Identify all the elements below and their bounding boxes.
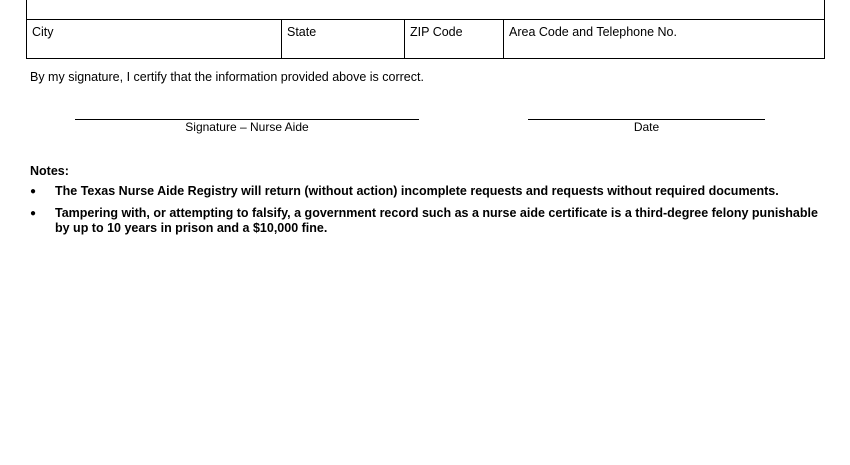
certification-statement: By my signature, I certify that the information provided above is correct. <box>30 70 424 84</box>
note-item <box>30 206 830 236</box>
city-label: City <box>32 25 54 39</box>
nurse-aide-signature-label: Signature – Nurse Aide <box>185 120 309 134</box>
note-text-incomplete-requests: The Texas Nurse Aide Registry will return (without action) incomplete requests and requests without required documents. <box>55 184 779 198</box>
date-label: Date <box>633 120 660 134</box>
state-label: State <box>287 25 317 39</box>
notes-title: Notes: <box>30 164 69 178</box>
note-item <box>30 184 830 199</box>
bullet-icon: ● <box>30 186 37 197</box>
telephone-label: Area Code and Telephone No. <box>509 25 677 39</box>
city-field[interactable] <box>27 20 282 58</box>
zip-code-field[interactable] <box>405 20 504 58</box>
previous-form-row <box>26 0 825 20</box>
address-table <box>26 20 825 59</box>
note-text-tampering-warning: Tampering with, or attempting to falsify, a government record such as a nurse aide certificate is a third-degree felony punishable by up to 10 years in prison and a $10,000 fine. <box>55 206 818 235</box>
bullet-icon: ● <box>30 208 37 219</box>
zip-code-label: ZIP Code <box>410 25 463 39</box>
telephone-field[interactable] <box>504 20 824 58</box>
state-field[interactable] <box>282 20 405 58</box>
notes-list <box>30 184 830 243</box>
